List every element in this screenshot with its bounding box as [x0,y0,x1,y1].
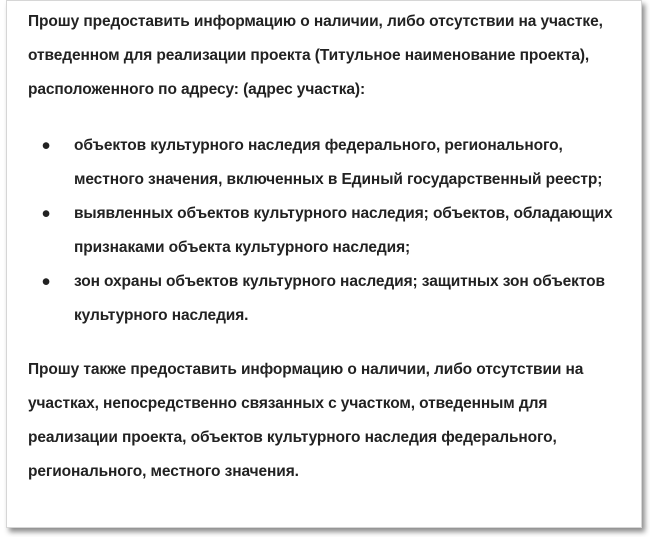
bullet-icon: ● [41,273,51,290]
list-item-text: выявленных объектов культурного наследия; объектов, обладающих признаками объекта культурного наследия; [74,205,613,256]
document-body [28,5,628,489]
list-item [28,265,628,333]
request-paragraph: Прошу предоставить информацию о наличии, либо отсутствии на участке, отведенном для реализации проекта (Титульное наименование проекта), расположенного по адресу: (адрес участка): [28,13,603,98]
document-frame [6,0,642,528]
additional-request-paragraph: Прошу также предоставить информацию о наличии, либо отсутствии на участках, непосредственно связанных с участком, отведенным для реализации проекта, объектов культурного наследия федерального, регионального, местного значения. [28,361,584,480]
heritage-objects-list [28,129,628,333]
list-item [28,129,628,197]
list-item-text: объектов культурного наследия федерального, регионального, местного значения, включенных в Единый государственный реестр; [74,137,603,188]
bullet-icon: ● [41,205,51,222]
bullet-icon: ● [41,137,51,154]
list-item [28,197,628,265]
list-item-text: зон охраны объектов культурного наследия; защитных зон объектов культурного наследия. [74,273,605,324]
